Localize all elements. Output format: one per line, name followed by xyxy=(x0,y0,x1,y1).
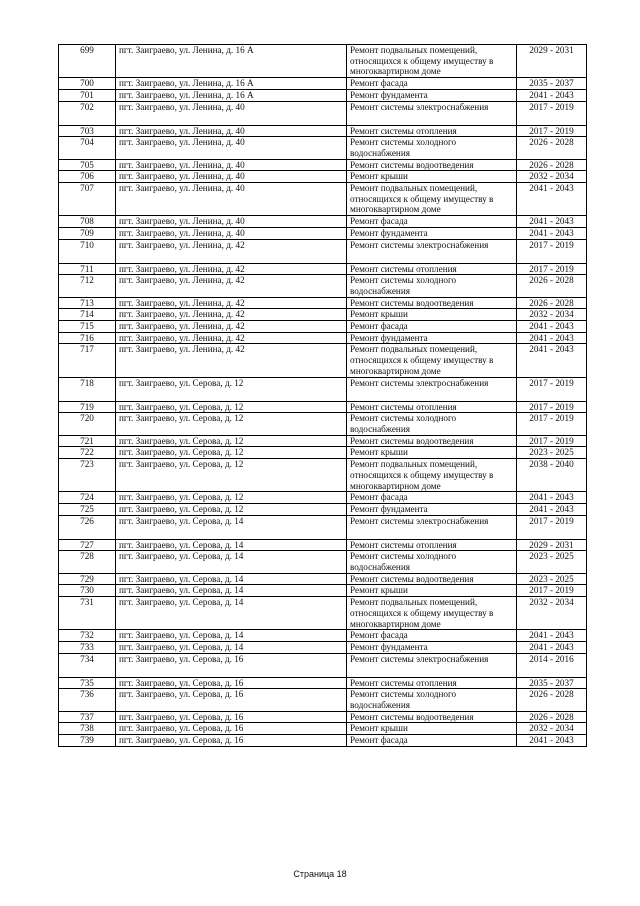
address-cell: пгт. Заиграево, ул. Серова, д. 16 xyxy=(116,711,347,723)
work-type-cell: Ремонт крыши xyxy=(347,585,517,597)
address-cell: пгт. Заиграево, ул. Серова, д. 14 xyxy=(116,573,347,585)
period-cell: 2017 - 2019 xyxy=(517,101,587,125)
table-row xyxy=(59,401,587,413)
period-cell: 2026 - 2028 xyxy=(517,275,587,297)
work-type-cell: Ремонт фасада xyxy=(347,78,517,90)
work-type-cell: Ремонт крыши xyxy=(347,447,517,459)
row-number: 734 xyxy=(59,653,116,677)
work-type-cell: Ремонт фасада xyxy=(347,216,517,228)
period-cell: 2041 - 2043 xyxy=(517,344,587,377)
work-type-cell: Ремонт фундамента xyxy=(347,89,517,101)
table-row xyxy=(59,435,587,447)
table-row xyxy=(59,515,587,539)
address-cell: пгт. Заиграево, ул. Ленина, д. 16 А xyxy=(116,45,347,78)
work-type-cell: Ремонт фасада xyxy=(347,735,517,747)
address-cell: пгт. Заиграево, ул. Ленина, д. 40 xyxy=(116,171,347,183)
row-number: 714 xyxy=(59,309,116,321)
period-cell: 2032 - 2034 xyxy=(517,597,587,630)
address-cell: пгт. Заиграево, ул. Ленина, д. 16 А xyxy=(116,78,347,90)
table-row xyxy=(59,309,587,321)
address-cell: пгт. Заиграево, ул. Серова, д. 12 xyxy=(116,503,347,515)
period-cell: 2026 - 2028 xyxy=(517,137,587,159)
work-type-cell: Ремонт фасада xyxy=(347,321,517,333)
address-cell: пгт. Заиграево, ул. Серова, д. 12 xyxy=(116,413,347,435)
address-cell: пгт. Заиграево, ул. Серова, д. 12 xyxy=(116,435,347,447)
table-row xyxy=(59,641,587,653)
period-cell: 2017 - 2019 xyxy=(517,413,587,435)
page-number: Страница 18 xyxy=(293,869,347,879)
address-cell: пгт. Заиграево, ул. Серова, д. 12 xyxy=(116,377,347,401)
row-number: 733 xyxy=(59,641,116,653)
row-number: 718 xyxy=(59,377,116,401)
work-type-cell: Ремонт системы холодного водоснабжения xyxy=(347,551,517,573)
work-type-cell: Ремонт крыши xyxy=(347,723,517,735)
work-type-cell: Ремонт системы водоотведения xyxy=(347,159,517,171)
row-number: 713 xyxy=(59,297,116,309)
table-row xyxy=(59,585,587,597)
row-number: 721 xyxy=(59,435,116,447)
row-number: 717 xyxy=(59,344,116,377)
address-cell: пгт. Заиграево, ул. Ленина, д. 42 xyxy=(116,309,347,321)
row-number: 704 xyxy=(59,137,116,159)
row-number: 702 xyxy=(59,101,116,125)
table-row xyxy=(59,573,587,585)
address-cell: пгт. Заиграево, ул. Ленина, д. 42 xyxy=(116,275,347,297)
table-row xyxy=(59,216,587,228)
row-number: 707 xyxy=(59,183,116,216)
period-cell: 2017 - 2019 xyxy=(517,435,587,447)
row-number: 709 xyxy=(59,227,116,239)
row-number: 729 xyxy=(59,573,116,585)
period-cell: 2041 - 2043 xyxy=(517,227,587,239)
row-number: 699 xyxy=(59,45,116,78)
address-cell: пгт. Заиграево, ул. Ленина, д. 42 xyxy=(116,332,347,344)
period-cell: 2041 - 2043 xyxy=(517,183,587,216)
table-row xyxy=(59,275,587,297)
table-row xyxy=(59,630,587,642)
address-cell: пгт. Заиграево, ул. Серова, д. 14 xyxy=(116,597,347,630)
work-type-cell: Ремонт системы электроснабжения xyxy=(347,653,517,677)
row-number: 703 xyxy=(59,125,116,137)
row-number: 725 xyxy=(59,503,116,515)
address-cell: пгт. Заиграево, ул. Серова, д. 16 xyxy=(116,689,347,711)
table-row xyxy=(59,171,587,183)
period-cell: 2017 - 2019 xyxy=(517,515,587,539)
work-type-cell: Ремонт подвальных помещений, относящихся к общему имуществу в многоквартирном доме xyxy=(347,344,517,377)
address-cell: пгт. Заиграево, ул. Серова, д. 16 xyxy=(116,735,347,747)
address-cell: пгт. Заиграево, ул. Ленина, д. 42 xyxy=(116,344,347,377)
row-number: 735 xyxy=(59,677,116,689)
period-cell: 2035 - 2037 xyxy=(517,677,587,689)
work-type-cell: Ремонт крыши xyxy=(347,171,517,183)
period-cell: 2017 - 2019 xyxy=(517,125,587,137)
address-cell: пгт. Заиграево, ул. Ленина, д. 40 xyxy=(116,137,347,159)
period-cell: 2026 - 2028 xyxy=(517,159,587,171)
period-cell: 2026 - 2028 xyxy=(517,711,587,723)
work-type-cell: Ремонт фасада xyxy=(347,492,517,504)
address-cell: пгт. Заиграево, ул. Серова, д. 14 xyxy=(116,630,347,642)
period-cell: 2041 - 2043 xyxy=(517,321,587,333)
row-number: 738 xyxy=(59,723,116,735)
work-type-cell: Ремонт подвальных помещений, относящихся к общему имуществу в многоквартирном доме xyxy=(347,183,517,216)
period-cell: 2017 - 2019 xyxy=(517,585,587,597)
work-type-cell: Ремонт подвальных помещений, относящихся к общему имуществу в многоквартирном доме xyxy=(347,45,517,78)
table-row xyxy=(59,159,587,171)
period-cell: 2041 - 2043 xyxy=(517,735,587,747)
period-cell: 2041 - 2043 xyxy=(517,503,587,515)
work-type-cell: Ремонт системы водоотведения xyxy=(347,297,517,309)
table-row xyxy=(59,125,587,137)
period-cell: 2029 - 2031 xyxy=(517,45,587,78)
row-number: 705 xyxy=(59,159,116,171)
address-cell: пгт. Заиграево, ул. Ленина, д. 40 xyxy=(116,159,347,171)
row-number: 716 xyxy=(59,332,116,344)
row-number: 706 xyxy=(59,171,116,183)
work-type-cell: Ремонт фундамента xyxy=(347,503,517,515)
row-number: 711 xyxy=(59,263,116,275)
row-number: 726 xyxy=(59,515,116,539)
work-type-cell: Ремонт фундамента xyxy=(347,227,517,239)
address-cell: пгт. Заиграево, ул. Серова, д. 14 xyxy=(116,551,347,573)
address-cell: пгт. Заиграево, ул. Ленина, д. 42 xyxy=(116,297,347,309)
row-number: 710 xyxy=(59,239,116,263)
row-number: 731 xyxy=(59,597,116,630)
table-row xyxy=(59,377,587,401)
address-cell: пгт. Заиграево, ул. Ленина, д. 40 xyxy=(116,101,347,125)
address-cell: пгт. Заиграево, ул. Серова, д. 12 xyxy=(116,447,347,459)
work-type-cell: Ремонт системы отопления xyxy=(347,263,517,275)
address-cell: пгт. Заиграево, ул. Серова, д. 14 xyxy=(116,539,347,551)
address-cell: пгт. Заиграево, ул. Серова, д. 16 xyxy=(116,723,347,735)
work-type-cell: Ремонт системы водоотведения xyxy=(347,711,517,723)
period-cell: 2017 - 2019 xyxy=(517,239,587,263)
row-number: 712 xyxy=(59,275,116,297)
row-number: 700 xyxy=(59,78,116,90)
address-cell: пгт. Заиграево, ул. Серова, д. 14 xyxy=(116,585,347,597)
row-number: 737 xyxy=(59,711,116,723)
period-cell: 2026 - 2028 xyxy=(517,689,587,711)
period-cell: 2041 - 2043 xyxy=(517,332,587,344)
period-cell: 2023 - 2025 xyxy=(517,551,587,573)
address-cell: пгт. Заиграево, ул. Ленина, д. 40 xyxy=(116,183,347,216)
address-cell: пгт. Заиграево, ул. Ленина, д. 40 xyxy=(116,125,347,137)
period-cell: 2041 - 2043 xyxy=(517,641,587,653)
address-cell: пгт. Заиграево, ул. Ленина, д. 42 xyxy=(116,321,347,333)
table-row xyxy=(59,297,587,309)
row-number: 728 xyxy=(59,551,116,573)
period-cell: 2035 - 2037 xyxy=(517,78,587,90)
address-cell: пгт. Заиграево, ул. Серова, д. 16 xyxy=(116,653,347,677)
work-type-cell: Ремонт системы водоотведения xyxy=(347,435,517,447)
row-number: 727 xyxy=(59,539,116,551)
table-row xyxy=(59,689,587,711)
row-number: 722 xyxy=(59,447,116,459)
table-row xyxy=(59,227,587,239)
work-type-cell: Ремонт подвальных помещений, относящихся к общему имуществу в многоквартирном доме xyxy=(347,459,517,492)
table-row xyxy=(59,89,587,101)
table-row xyxy=(59,597,587,630)
table-row xyxy=(59,503,587,515)
period-cell: 2017 - 2019 xyxy=(517,401,587,413)
row-number: 732 xyxy=(59,630,116,642)
period-cell: 2017 - 2019 xyxy=(517,377,587,401)
address-cell: пгт. Заиграево, ул. Серова, д. 14 xyxy=(116,641,347,653)
period-cell: 2041 - 2043 xyxy=(517,216,587,228)
table-row xyxy=(59,344,587,377)
work-type-cell: Ремонт фундамента xyxy=(347,332,517,344)
work-type-cell: Ремонт системы электроснабжения xyxy=(347,101,517,125)
period-cell: 2014 - 2016 xyxy=(517,653,587,677)
address-cell: пгт. Заиграево, ул. Серова, д. 12 xyxy=(116,401,347,413)
work-type-cell: Ремонт подвальных помещений, относящихся к общему имуществу в многоквартирном доме xyxy=(347,597,517,630)
row-number: 701 xyxy=(59,89,116,101)
row-number: 708 xyxy=(59,216,116,228)
period-cell: 2032 - 2034 xyxy=(517,309,587,321)
row-number: 715 xyxy=(59,321,116,333)
work-type-cell: Ремонт системы отопления xyxy=(347,125,517,137)
period-cell: 2038 - 2040 xyxy=(517,459,587,492)
table-row xyxy=(59,677,587,689)
address-cell: пгт. Заиграево, ул. Серова, д. 12 xyxy=(116,492,347,504)
row-number: 723 xyxy=(59,459,116,492)
period-cell: 2026 - 2028 xyxy=(517,297,587,309)
work-type-cell: Ремонт фасада xyxy=(347,630,517,642)
work-type-cell: Ремонт системы электроснабжения xyxy=(347,239,517,263)
table-row xyxy=(59,413,587,435)
period-cell: 2032 - 2034 xyxy=(517,723,587,735)
address-cell: пгт. Заиграево, ул. Серова, д. 14 xyxy=(116,515,347,539)
row-number: 719 xyxy=(59,401,116,413)
table-row xyxy=(59,551,587,573)
work-type-cell: Ремонт системы холодного водоснабжения xyxy=(347,413,517,435)
row-number: 739 xyxy=(59,735,116,747)
row-number: 724 xyxy=(59,492,116,504)
table-row xyxy=(59,183,587,216)
address-cell: пгт. Заиграево, ул. Ленина, д. 42 xyxy=(116,239,347,263)
address-cell: пгт. Заиграево, ул. Ленина, д. 42 xyxy=(116,263,347,275)
work-type-cell: Ремонт системы отопления xyxy=(347,539,517,551)
table-row xyxy=(59,321,587,333)
table-row xyxy=(59,723,587,735)
work-type-cell: Ремонт системы холодного водоснабжения xyxy=(347,689,517,711)
table-row xyxy=(59,653,587,677)
address-cell: пгт. Заиграево, ул. Серова, д. 16 xyxy=(116,677,347,689)
table-row xyxy=(59,492,587,504)
period-cell: 2017 - 2019 xyxy=(517,263,587,275)
table-row xyxy=(59,101,587,125)
table-row xyxy=(59,263,587,275)
table-body xyxy=(59,45,587,747)
period-cell: 2041 - 2043 xyxy=(517,89,587,101)
table-row xyxy=(59,45,587,78)
table-row xyxy=(59,239,587,263)
table-row xyxy=(59,447,587,459)
work-type-cell: Ремонт системы отопления xyxy=(347,401,517,413)
work-type-cell: Ремонт системы электроснабжения xyxy=(347,377,517,401)
work-type-cell: Ремонт системы отопления xyxy=(347,677,517,689)
work-type-cell: Ремонт фундамента xyxy=(347,641,517,653)
table-row xyxy=(59,332,587,344)
period-cell: 2029 - 2031 xyxy=(517,539,587,551)
row-number: 730 xyxy=(59,585,116,597)
work-type-cell: Ремонт системы электроснабжения xyxy=(347,515,517,539)
period-cell: 2023 - 2025 xyxy=(517,573,587,585)
work-type-cell: Ремонт крыши xyxy=(347,309,517,321)
address-cell: пгт. Заиграево, ул. Ленина, д. 40 xyxy=(116,216,347,228)
repair-schedule-table xyxy=(58,44,587,747)
work-type-cell: Ремонт системы холодного водоснабжения xyxy=(347,275,517,297)
table-row xyxy=(59,711,587,723)
table-row xyxy=(59,539,587,551)
table-row xyxy=(59,459,587,492)
work-type-cell: Ремонт системы холодного водоснабжения xyxy=(347,137,517,159)
table-row xyxy=(59,137,587,159)
work-type-cell: Ремонт системы водоотведения xyxy=(347,573,517,585)
address-cell: пгт. Заиграево, ул. Серова, д. 12 xyxy=(116,459,347,492)
row-number: 720 xyxy=(59,413,116,435)
period-cell: 2041 - 2043 xyxy=(517,630,587,642)
period-cell: 2032 - 2034 xyxy=(517,171,587,183)
row-number: 736 xyxy=(59,689,116,711)
address-cell: пгт. Заиграево, ул. Ленина, д. 16 А xyxy=(116,89,347,101)
period-cell: 2023 - 2025 xyxy=(517,447,587,459)
table-row xyxy=(59,735,587,747)
table-row xyxy=(59,78,587,90)
address-cell: пгт. Заиграево, ул. Ленина, д. 40 xyxy=(116,227,347,239)
period-cell: 2041 - 2043 xyxy=(517,492,587,504)
